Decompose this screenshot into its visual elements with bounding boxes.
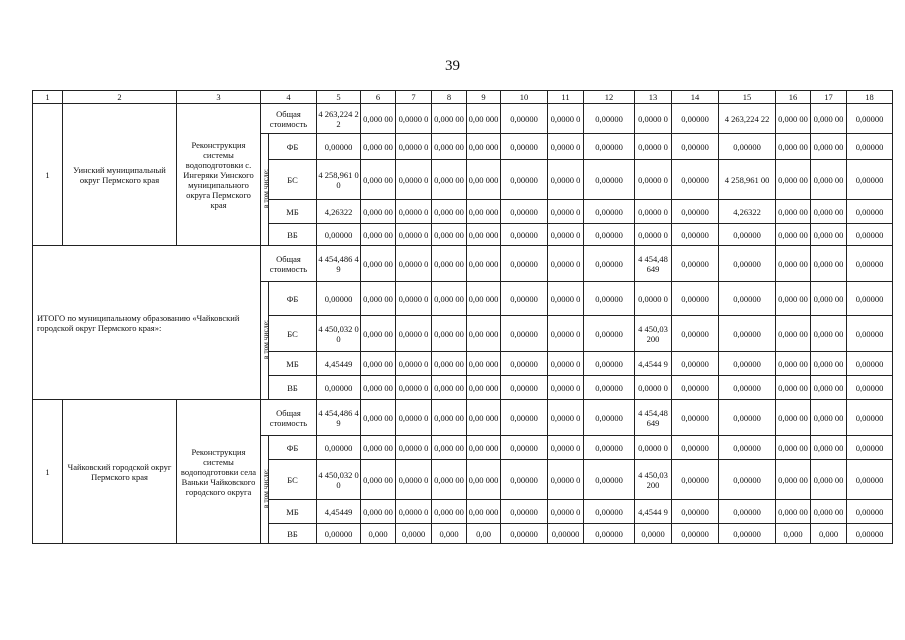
value-cell: 0,00000 bbox=[584, 224, 635, 246]
value-cell: 0,0000 0 bbox=[635, 160, 672, 200]
value-cell: 0,000 00 bbox=[361, 500, 396, 524]
value-cell: 0,0000 0 bbox=[548, 160, 584, 200]
value-cell: 0,00 000 bbox=[467, 460, 501, 500]
value-cell: 0,000 00 bbox=[432, 282, 467, 316]
municipality-name: Уинский муниципальный округ Пермского края bbox=[63, 104, 177, 246]
value-cell: 0,000 00 bbox=[811, 282, 847, 316]
value-cell: 0,00 000 bbox=[467, 104, 501, 134]
value-cell: 0,000 00 bbox=[776, 316, 811, 352]
column-header: 10 bbox=[501, 91, 548, 104]
value-cell: 0,00000 bbox=[719, 376, 776, 400]
value-cell: 0,000 00 bbox=[811, 316, 847, 352]
value-cell: 4 450,03 200 bbox=[635, 460, 672, 500]
table-row bbox=[33, 400, 893, 436]
value-cell: 0,00000 bbox=[847, 500, 893, 524]
value-cell: 4 263,224 22 bbox=[317, 104, 361, 134]
value-cell: 0,00000 bbox=[501, 500, 548, 524]
value-cell: 0,00000 bbox=[501, 282, 548, 316]
including-text: в том числе: bbox=[261, 168, 270, 209]
value-cell: 0,00000 bbox=[501, 376, 548, 400]
value-cell: 0,000 00 bbox=[432, 436, 467, 460]
including-text: в том числе: bbox=[261, 319, 270, 360]
value-cell: 0,000 00 bbox=[811, 246, 847, 282]
value-cell: 0,000 00 bbox=[432, 104, 467, 134]
value-cell: 0,00000 bbox=[847, 200, 893, 224]
row-number: 1 bbox=[33, 400, 63, 544]
value-cell: 0,00000 bbox=[501, 200, 548, 224]
value-cell: 0,00000 bbox=[584, 246, 635, 282]
value-cell: 0,00000 bbox=[584, 460, 635, 500]
value-cell: 0,000 00 bbox=[811, 160, 847, 200]
object-name: Реконструкция системы водоподготовки села Ваньки Чайковского городского округа bbox=[177, 400, 261, 544]
value-cell: 0,000 00 bbox=[432, 500, 467, 524]
value-cell: 0,0000 0 bbox=[396, 376, 432, 400]
value-cell: 0,000 00 bbox=[811, 352, 847, 376]
column-header: 5 bbox=[317, 91, 361, 104]
row-kind: БС bbox=[269, 460, 317, 500]
row-kind: ВБ bbox=[269, 224, 317, 246]
value-cell: 0,00000 bbox=[719, 282, 776, 316]
value-cell: 0,00000 bbox=[584, 524, 635, 544]
value-cell: 0,00000 bbox=[672, 104, 719, 134]
value-cell: 0,00 bbox=[467, 524, 501, 544]
value-cell: 0,00000 bbox=[501, 524, 548, 544]
value-cell: 4 258,961 00 bbox=[317, 160, 361, 200]
value-cell: 0,000 00 bbox=[776, 460, 811, 500]
value-cell: 0,0000 0 bbox=[396, 200, 432, 224]
value-cell: 4,4544 9 bbox=[635, 352, 672, 376]
value-cell: 4 263,224 22 bbox=[719, 104, 776, 134]
value-cell: 0,00000 bbox=[719, 224, 776, 246]
value-cell: 0,00000 bbox=[847, 282, 893, 316]
value-cell: 4 454,486 49 bbox=[317, 246, 361, 282]
value-cell: 0,0000 0 bbox=[548, 316, 584, 352]
value-cell: 4 454,486 49 bbox=[317, 400, 361, 436]
value-cell: 0,0000 0 bbox=[548, 246, 584, 282]
value-cell: 0,00000 bbox=[847, 352, 893, 376]
table-row bbox=[33, 104, 893, 134]
value-cell: 0,00000 bbox=[672, 500, 719, 524]
value-cell: 0,000 00 bbox=[361, 160, 396, 200]
value-cell: 0,0000 0 bbox=[635, 436, 672, 460]
value-cell: 0,00000 bbox=[847, 400, 893, 436]
value-cell: 0,00000 bbox=[584, 436, 635, 460]
column-header: 7 bbox=[396, 91, 432, 104]
value-cell: 0,0000 0 bbox=[548, 200, 584, 224]
value-cell: 0,00000 bbox=[719, 316, 776, 352]
column-header: 16 bbox=[776, 91, 811, 104]
value-cell: 0,00000 bbox=[847, 134, 893, 160]
including-label bbox=[261, 282, 269, 400]
row-kind: ФБ bbox=[269, 282, 317, 316]
value-cell: 0,00000 bbox=[501, 246, 548, 282]
value-cell: 0,000 00 bbox=[432, 246, 467, 282]
row-kind: МБ bbox=[269, 352, 317, 376]
value-cell: 0,0000 0 bbox=[396, 500, 432, 524]
value-cell: 0,00 000 bbox=[467, 376, 501, 400]
value-cell: 0,000 00 bbox=[776, 200, 811, 224]
value-cell: 0,000 00 bbox=[811, 376, 847, 400]
value-cell: 0,00000 bbox=[672, 400, 719, 436]
value-cell: 4,45449 bbox=[317, 352, 361, 376]
value-cell: 0,00000 bbox=[501, 104, 548, 134]
value-cell: 0,0000 0 bbox=[548, 460, 584, 500]
value-cell: 0,000 00 bbox=[361, 282, 396, 316]
row-kind: БС bbox=[269, 316, 317, 352]
value-cell: 4 450,03 200 bbox=[635, 316, 672, 352]
value-cell: 0,000 00 bbox=[811, 436, 847, 460]
value-cell: 0,000 00 bbox=[776, 104, 811, 134]
value-cell: 0,00000 bbox=[847, 436, 893, 460]
value-cell: 0,0000 0 bbox=[396, 400, 432, 436]
column-header: 9 bbox=[467, 91, 501, 104]
value-cell: 0,000 00 bbox=[432, 460, 467, 500]
value-cell: 0,00000 bbox=[672, 200, 719, 224]
value-cell: 0,000 bbox=[432, 524, 467, 544]
financing-table bbox=[32, 90, 893, 544]
value-cell: 0,000 00 bbox=[361, 224, 396, 246]
value-cell: 0,00000 bbox=[847, 246, 893, 282]
value-cell: 0,0000 0 bbox=[396, 436, 432, 460]
value-cell: 0,00 000 bbox=[467, 282, 501, 316]
value-cell: 0,00000 bbox=[672, 224, 719, 246]
value-cell: 0,0000 bbox=[396, 524, 432, 544]
value-cell: 0,00000 bbox=[501, 460, 548, 500]
value-cell: 0,0000 0 bbox=[548, 352, 584, 376]
row-kind: Общая стоимость bbox=[261, 104, 317, 134]
value-cell: 4,26322 bbox=[317, 200, 361, 224]
including-label bbox=[261, 436, 269, 544]
value-cell: 0,000 00 bbox=[776, 224, 811, 246]
page-number: 39 bbox=[445, 58, 460, 74]
row-kind: Общая стоимость bbox=[261, 400, 317, 436]
value-cell: 0,00 000 bbox=[467, 200, 501, 224]
value-cell: 0,00000 bbox=[847, 224, 893, 246]
value-cell: 0,000 00 bbox=[811, 134, 847, 160]
value-cell: 0,000 bbox=[811, 524, 847, 544]
value-cell: 0,000 00 bbox=[432, 134, 467, 160]
value-cell: 0,00000 bbox=[672, 246, 719, 282]
value-cell: 0,0000 0 bbox=[635, 104, 672, 134]
value-cell: 0,00000 bbox=[501, 352, 548, 376]
value-cell: 0,0000 bbox=[635, 524, 672, 544]
value-cell: 0,00000 bbox=[501, 134, 548, 160]
value-cell: 0,00000 bbox=[317, 282, 361, 316]
value-cell: 0,0000 0 bbox=[548, 134, 584, 160]
value-cell: 0,00000 bbox=[847, 160, 893, 200]
total-label: ИТОГО по муниципальному образованию «Чайковский городской округ Пермского края»: bbox=[33, 246, 261, 400]
value-cell: 0,00000 bbox=[317, 134, 361, 160]
value-cell: 0,00000 bbox=[847, 524, 893, 544]
column-header: 1 bbox=[33, 91, 63, 104]
value-cell: 0,00000 bbox=[501, 400, 548, 436]
value-cell: 0,000 00 bbox=[776, 500, 811, 524]
value-cell: 4,45449 bbox=[317, 500, 361, 524]
value-cell: 0,0000 0 bbox=[548, 224, 584, 246]
value-cell: 0,000 00 bbox=[811, 224, 847, 246]
value-cell: 0,00000 bbox=[548, 524, 584, 544]
row-kind: МБ bbox=[269, 500, 317, 524]
row-kind: ФБ bbox=[269, 134, 317, 160]
value-cell: 0,0000 0 bbox=[396, 224, 432, 246]
value-cell: 0,000 00 bbox=[361, 376, 396, 400]
value-cell: 0,000 00 bbox=[776, 436, 811, 460]
value-cell: 0,000 00 bbox=[361, 460, 396, 500]
value-cell: 0,00000 bbox=[672, 282, 719, 316]
value-cell: 0,00000 bbox=[672, 460, 719, 500]
value-cell: 0,00 000 bbox=[467, 316, 501, 352]
value-cell: 0,00000 bbox=[584, 282, 635, 316]
value-cell: 0,0000 0 bbox=[548, 500, 584, 524]
value-cell: 0,000 00 bbox=[811, 104, 847, 134]
value-cell: 4,26322 bbox=[719, 200, 776, 224]
row-kind: Общая стоимость bbox=[261, 246, 317, 282]
value-cell: 0,0000 0 bbox=[396, 134, 432, 160]
value-cell: 0,00000 bbox=[584, 316, 635, 352]
value-cell: 0,000 00 bbox=[432, 376, 467, 400]
value-cell: 0,000 00 bbox=[432, 160, 467, 200]
value-cell: 0,00000 bbox=[719, 352, 776, 376]
value-cell: 0,00000 bbox=[584, 160, 635, 200]
value-cell: 0,000 00 bbox=[432, 352, 467, 376]
value-cell: 0,00000 bbox=[719, 460, 776, 500]
value-cell: 4 450,032 00 bbox=[317, 316, 361, 352]
value-cell: 0,0000 0 bbox=[548, 436, 584, 460]
value-cell: 0,00000 bbox=[672, 160, 719, 200]
value-cell: 0,000 00 bbox=[776, 376, 811, 400]
value-cell: 0,00000 bbox=[672, 524, 719, 544]
value-cell: 0,00 000 bbox=[467, 224, 501, 246]
value-cell: 0,0000 0 bbox=[548, 376, 584, 400]
value-cell: 4 454,48 649 bbox=[635, 246, 672, 282]
value-cell: 0,000 00 bbox=[361, 104, 396, 134]
value-cell: 0,000 00 bbox=[432, 400, 467, 436]
value-cell: 0,00000 bbox=[719, 134, 776, 160]
value-cell: 0,000 00 bbox=[811, 460, 847, 500]
value-cell: 0,00000 bbox=[501, 224, 548, 246]
value-cell: 0,00 000 bbox=[467, 400, 501, 436]
value-cell: 0,0000 0 bbox=[548, 400, 584, 436]
value-cell: 0,00000 bbox=[317, 376, 361, 400]
value-cell: 0,0000 0 bbox=[396, 104, 432, 134]
value-cell: 0,000 00 bbox=[811, 200, 847, 224]
value-cell: 0,00000 bbox=[847, 104, 893, 134]
column-header: 2 bbox=[63, 91, 177, 104]
value-cell: 0,000 00 bbox=[432, 224, 467, 246]
value-cell: 0,00000 bbox=[584, 376, 635, 400]
value-cell: 0,00000 bbox=[501, 316, 548, 352]
value-cell: 0,000 00 bbox=[361, 400, 396, 436]
value-cell: 0,00000 bbox=[847, 460, 893, 500]
municipality-name: Чайковский городской округ Пермского края bbox=[63, 400, 177, 544]
header-row bbox=[33, 91, 893, 104]
value-cell: 0,00000 bbox=[672, 376, 719, 400]
value-cell: 0,00 000 bbox=[467, 160, 501, 200]
value-cell: 0,000 bbox=[776, 524, 811, 544]
row-number: 1 bbox=[33, 104, 63, 246]
value-cell: 0,00000 bbox=[672, 436, 719, 460]
value-cell: 0,00 000 bbox=[467, 352, 501, 376]
value-cell: 0,000 00 bbox=[776, 282, 811, 316]
value-cell: 0,00 000 bbox=[467, 134, 501, 160]
value-cell: 0,00000 bbox=[719, 524, 776, 544]
value-cell: 0,000 00 bbox=[776, 246, 811, 282]
object-name: Реконструкция системы водоподготовки с. Ингеряки Уинского муниципального округа Пермского края bbox=[177, 104, 261, 246]
value-cell: 0,000 00 bbox=[811, 400, 847, 436]
value-cell: 4 258,961 00 bbox=[719, 160, 776, 200]
value-cell: 0,000 00 bbox=[361, 246, 396, 282]
value-cell: 0,00 000 bbox=[467, 246, 501, 282]
value-cell: 0,0000 0 bbox=[548, 104, 584, 134]
value-cell: 0,0000 0 bbox=[635, 200, 672, 224]
value-cell: 0,000 00 bbox=[776, 134, 811, 160]
value-cell: 4,4544 9 bbox=[635, 500, 672, 524]
value-cell: 0,00000 bbox=[672, 352, 719, 376]
value-cell: 0,00000 bbox=[584, 400, 635, 436]
value-cell: 0,000 00 bbox=[776, 400, 811, 436]
value-cell: 0,00000 bbox=[672, 134, 719, 160]
column-header: 18 bbox=[847, 91, 893, 104]
column-header: 4 bbox=[261, 91, 317, 104]
value-cell: 0,00000 bbox=[584, 134, 635, 160]
value-cell: 0,00000 bbox=[672, 316, 719, 352]
value-cell: 4 450,032 00 bbox=[317, 460, 361, 500]
value-cell: 0,0000 0 bbox=[396, 160, 432, 200]
column-header: 8 bbox=[432, 91, 467, 104]
column-header: 17 bbox=[811, 91, 847, 104]
value-cell: 0,00000 bbox=[584, 104, 635, 134]
value-cell: 0,00000 bbox=[719, 400, 776, 436]
value-cell: 0,00000 bbox=[584, 500, 635, 524]
column-header: 12 bbox=[584, 91, 635, 104]
value-cell: 0,00000 bbox=[501, 436, 548, 460]
value-cell: 0,0000 0 bbox=[548, 282, 584, 316]
value-cell: 0,00000 bbox=[719, 500, 776, 524]
value-cell: 0,000 00 bbox=[361, 316, 396, 352]
column-header: 13 bbox=[635, 91, 672, 104]
table-row bbox=[33, 246, 893, 282]
row-kind: ВБ bbox=[269, 376, 317, 400]
including-text: в том числе: bbox=[261, 468, 270, 509]
value-cell: 0,00000 bbox=[584, 200, 635, 224]
column-header: 3 bbox=[177, 91, 261, 104]
value-cell: 0,00 000 bbox=[467, 436, 501, 460]
including-label bbox=[261, 134, 269, 246]
row-kind: ВБ bbox=[269, 524, 317, 544]
value-cell: 0,00000 bbox=[847, 376, 893, 400]
value-cell: 0,000 00 bbox=[776, 160, 811, 200]
value-cell: 0,0000 0 bbox=[635, 224, 672, 246]
row-kind: МБ bbox=[269, 200, 317, 224]
value-cell: 0,000 bbox=[361, 524, 396, 544]
value-cell: 0,00000 bbox=[584, 352, 635, 376]
column-header: 6 bbox=[361, 91, 396, 104]
value-cell: 0,000 00 bbox=[361, 352, 396, 376]
value-cell: 0,000 00 bbox=[811, 500, 847, 524]
value-cell: 0,0000 0 bbox=[635, 134, 672, 160]
value-cell: 0,00 000 bbox=[467, 500, 501, 524]
value-cell: 0,000 00 bbox=[361, 134, 396, 160]
column-header: 11 bbox=[548, 91, 584, 104]
value-cell: 0,0000 0 bbox=[396, 316, 432, 352]
value-cell: 0,00000 bbox=[847, 316, 893, 352]
column-header: 14 bbox=[672, 91, 719, 104]
value-cell: 0,00000 bbox=[317, 524, 361, 544]
value-cell: 0,00000 bbox=[719, 436, 776, 460]
row-kind: БС bbox=[269, 160, 317, 200]
value-cell: 0,0000 0 bbox=[396, 352, 432, 376]
value-cell: 0,000 00 bbox=[361, 200, 396, 224]
value-cell: 0,0000 0 bbox=[635, 376, 672, 400]
value-cell: 0,00000 bbox=[719, 246, 776, 282]
value-cell: 0,0000 0 bbox=[635, 282, 672, 316]
row-kind: ФБ bbox=[269, 436, 317, 460]
value-cell: 4 454,48 649 bbox=[635, 400, 672, 436]
value-cell: 0,00000 bbox=[317, 436, 361, 460]
value-cell: 0,000 00 bbox=[776, 352, 811, 376]
column-header: 15 bbox=[719, 91, 776, 104]
value-cell: 0,0000 0 bbox=[396, 282, 432, 316]
value-cell: 0,000 00 bbox=[432, 200, 467, 224]
value-cell: 0,00000 bbox=[501, 160, 548, 200]
value-cell: 0,0000 0 bbox=[396, 246, 432, 282]
value-cell: 0,0000 0 bbox=[396, 460, 432, 500]
value-cell: 0,00000 bbox=[317, 224, 361, 246]
value-cell: 0,000 00 bbox=[432, 316, 467, 352]
value-cell: 0,000 00 bbox=[361, 436, 396, 460]
